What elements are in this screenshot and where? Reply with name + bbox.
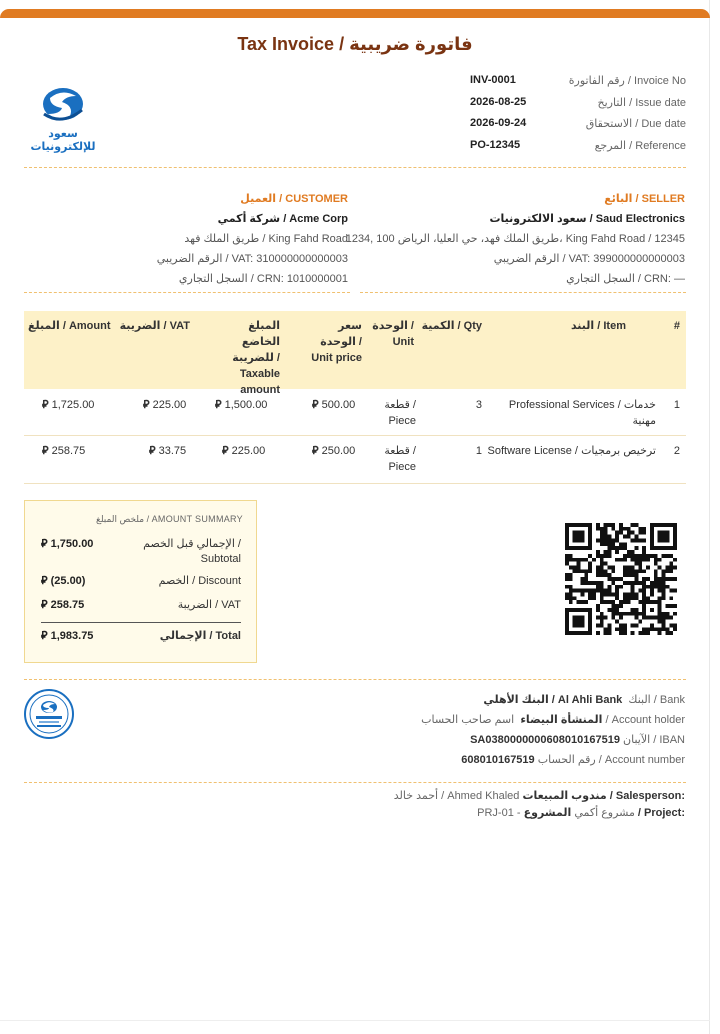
discount-amount: (25.00) <box>50 575 86 587</box>
col-num: # <box>673 320 680 332</box>
cell-price <box>312 443 355 459</box>
bank-details <box>421 690 685 770</box>
divider <box>24 782 686 783</box>
logo-text: سعود للإلكترونيات <box>30 128 96 153</box>
cell-taxable <box>222 443 265 459</box>
due-date: 2026-09-24 <box>470 117 527 129</box>
salesperson-row <box>394 788 685 805</box>
cell-price <box>312 397 355 413</box>
cell-amount <box>42 397 94 413</box>
cell-num: 2 <box>673 445 680 457</box>
summary-title: ملخص المبلغ / AMOUNT SUMMARY <box>96 514 243 524</box>
cell-unit: قطعة / Piece <box>384 445 416 473</box>
cell-unit: قطعة / Piece <box>384 399 416 427</box>
table-row <box>24 389 686 435</box>
total-value <box>41 629 93 643</box>
riyal-icon: ⃁ <box>41 630 48 642</box>
salesperson-label: مندوب المبيعات / Salesperson: <box>522 790 685 802</box>
taxable-value: 1,500.00 <box>224 399 268 411</box>
invoice-number: INV-0001 <box>470 74 516 86</box>
discount-value <box>41 574 85 588</box>
invoice-title: Tax Invoice / فاتورة ضريبية <box>237 34 473 54</box>
customer-vat: الرقم الضريبي / VAT: 310000000000003 <box>156 253 348 265</box>
table-row <box>24 435 686 483</box>
meta-label: رقم الفاتورة / Invoice No <box>568 75 686 87</box>
riyal-icon: ⃁ <box>42 445 49 457</box>
vat-label: الضريبة / VAT <box>177 599 241 611</box>
total-label: الإجمالي / Total <box>159 630 241 642</box>
amount-summary <box>24 500 257 663</box>
seller-block <box>346 189 685 289</box>
riyal-icon: ⃁ <box>222 445 229 457</box>
cell-item: Professional Services / خدمات مهنية <box>508 399 656 427</box>
cell-num: 1 <box>673 399 680 411</box>
customer-address: طريق الملك فهد / King Fahd Road <box>184 233 348 245</box>
bank-row <box>421 690 685 710</box>
customer-block <box>157 189 348 289</box>
divider <box>24 679 686 680</box>
seller-crn: السجل التجاري / CRN: — <box>566 273 685 285</box>
iban-row <box>421 730 685 750</box>
subtotal-value <box>41 537 93 551</box>
vat-value: 225.00 <box>152 399 187 411</box>
summary-vat <box>41 598 241 618</box>
subtotal-label: الإجمالي قبل الخصم / Subtotal <box>143 538 241 565</box>
subtotal-amount: 1,750.00 <box>50 538 94 550</box>
table-header <box>24 311 686 396</box>
iban-label: الآيبان / IBAN <box>623 734 685 746</box>
meta-row <box>470 96 686 118</box>
qr-code-icon <box>565 523 677 635</box>
price-value: 500.00 <box>321 399 356 411</box>
riyal-icon: ⃁ <box>41 575 48 587</box>
riyal-icon: ⃁ <box>143 399 150 411</box>
meta-row <box>470 74 686 96</box>
summary-discount <box>41 574 241 594</box>
holder-row <box>421 710 685 730</box>
meta-label: التاريخ / Issue date <box>597 96 686 109</box>
vat-amount: 258.75 <box>50 599 85 611</box>
accent-bar <box>0 9 710 18</box>
riyal-icon: ⃁ <box>41 599 48 611</box>
col-price: سعر الوحدة / Unit price <box>311 320 362 364</box>
seller-vat: الرقم الضريبي / VAT: 399000000000003 <box>493 253 685 265</box>
customer-heading: العميل / CUSTOMER <box>240 193 348 205</box>
riyal-icon: ⃁ <box>149 445 156 457</box>
riyal-icon: ⃁ <box>215 399 222 411</box>
col-qty: الكمية / Qty <box>421 320 482 332</box>
account-label: رقم الحساب / Account number <box>537 754 685 766</box>
page-bottom-line <box>0 1020 710 1021</box>
divider <box>24 292 350 293</box>
col-item: البند / Item <box>570 320 626 332</box>
seller-name: سعود الالكترونيات / Saud Electronics <box>489 213 685 225</box>
riyal-icon: ⃁ <box>41 538 48 550</box>
customer-crn: السجل التجاري / CRN: 1010000001 <box>178 273 348 285</box>
cell-qty: 3 <box>475 399 482 411</box>
vat-value <box>41 598 84 612</box>
total-divider <box>41 622 241 623</box>
customer-name: شركة أكمي / Acme Corp <box>217 213 348 225</box>
riyal-icon: ⃁ <box>312 399 319 411</box>
invoice-meta <box>470 74 686 160</box>
taxable-value: 225.00 <box>231 445 266 457</box>
amount-value: 1,725.00 <box>51 399 95 411</box>
divider <box>360 292 686 293</box>
salesperson-value: أحمد خالد / Ahmed Khaled <box>393 790 520 802</box>
row-divider <box>24 483 686 484</box>
company-stamp-icon <box>23 688 75 740</box>
reference: PO-12345 <box>470 138 521 151</box>
meta-row <box>470 139 686 161</box>
holder-value: المنشأة البيضاء <box>520 714 603 726</box>
col-unit: الوحدة / Unit <box>372 320 414 348</box>
seller-address: 1234, 100 طريق الملك فهد، حي العليا، الرياض، King Fahd Road / 12345 <box>345 233 685 245</box>
riyal-icon: ⃁ <box>42 399 49 411</box>
account-value: 608010167519 <box>461 754 535 766</box>
footer-info <box>394 788 685 822</box>
cell-vat <box>143 397 186 413</box>
meta-row <box>470 117 686 139</box>
summary-total <box>41 629 241 649</box>
riyal-icon: ⃁ <box>312 445 319 457</box>
project-label: المشروع / Project: <box>523 807 685 819</box>
price-value: 250.00 <box>321 445 356 457</box>
col-vat: الضريبة / VAT <box>119 320 190 332</box>
cell-item: Software License / ترخيص برمجيات <box>487 445 656 457</box>
issue-date: 2026-08-25 <box>470 95 527 108</box>
summary-subtotal <box>41 537 241 571</box>
col-taxable: المبلغ الخاضع للضريبة / Taxable amount <box>232 320 280 396</box>
total-amount: 1,983.75 <box>50 630 94 642</box>
account-row <box>421 750 685 770</box>
meta-label: المرجع / Reference <box>594 139 686 152</box>
bank-value: البنك الأهلي / Al Ahli Bank <box>483 694 623 706</box>
bank-label: البنك / Bank <box>628 694 685 706</box>
cell-qty: 1 <box>475 445 482 457</box>
holder-label: اسم صاحب الحساب / Account holder <box>421 714 685 726</box>
cell-amount <box>42 443 85 459</box>
project-row <box>394 805 685 822</box>
discount-label: الخصم / Discount <box>158 575 241 587</box>
meta-label: الاستحقاق / Due date <box>585 118 686 130</box>
project-value: PRJ-01 - مشروع أكمي <box>477 807 635 819</box>
cell-taxable <box>215 397 267 413</box>
divider <box>24 167 686 168</box>
amount-value: 258.75 <box>51 445 86 457</box>
seller-heading: البائع / SELLER <box>604 193 685 205</box>
vat-value: 33.75 <box>158 445 187 457</box>
cell-vat <box>149 443 186 459</box>
col-amount: المبلغ / Amount <box>28 320 111 332</box>
iban-value: SA0380000000608010167519 <box>470 734 620 746</box>
